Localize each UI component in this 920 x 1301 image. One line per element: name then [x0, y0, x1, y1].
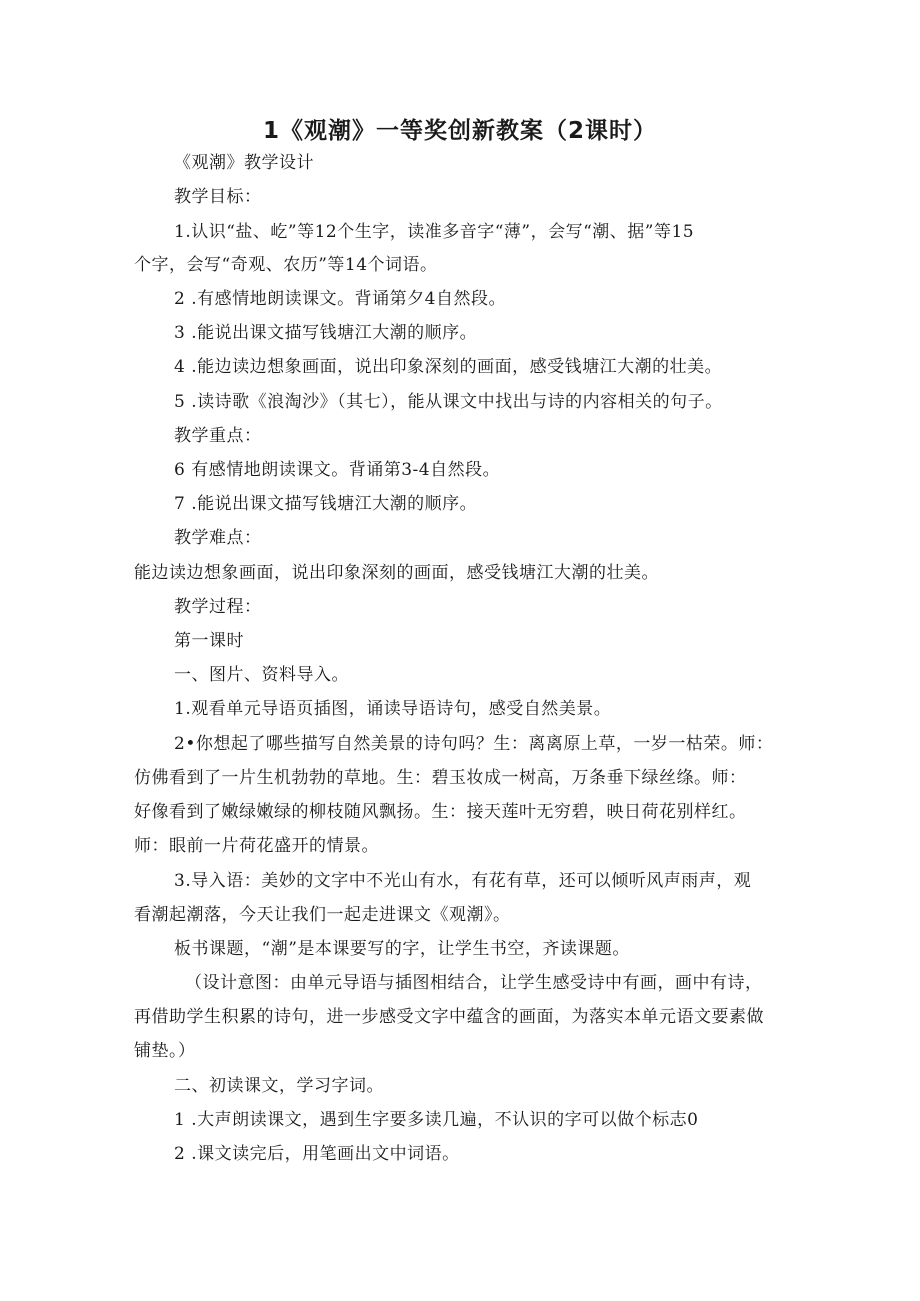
paragraph-line: 4 .能边读边想象画面，说出印象深刻的画面，感受钱塘江大潮的壮美。: [174, 357, 723, 377]
paragraph-line: 7 .能说出课文描写钱塘江大潮的顺序。: [174, 494, 478, 514]
paragraph-line: （设计意图：由单元导语与插图相结合，让学生感受诗中有画，画中有诗，: [185, 973, 763, 993]
section-heading: 教学重点：: [174, 426, 262, 446]
section-heading: 第一课时: [174, 631, 244, 651]
paragraph-line: 能边读边想象画面，说出印象深刻的画面，感受钱塘江大潮的壮美。: [134, 563, 659, 583]
page-title: 1《观潮》一等奖创新教案（2课时）: [262, 118, 657, 144]
section-heading: 教学目标：: [174, 187, 262, 207]
paragraph-line: 2 .有感情地朗读课文。背诵第夕4自然段。: [174, 289, 506, 309]
paragraph-line: 好像看到了嫩绿嫩绿的柳枝随风飘扬。生：接天莲叶无穷碧，映日荷花别样红。: [134, 802, 747, 822]
paragraph-line: 个字，会写“奇观、农历”等14个词语。: [134, 255, 438, 275]
paragraph-line: 板书课题，“潮”是本课要写的字，让学生书空，齐读课题。: [174, 939, 630, 959]
paragraph-line: 2 .课文读完后，用笔画出文中词语。: [174, 1144, 460, 1164]
paragraph-line: 铺垫。）: [134, 1041, 196, 1061]
section-heading: 教学过程：: [174, 597, 262, 617]
paragraph-line: 仿佛看到了一片生机勃勃的草地。生：碧玉妆成一树高，万条垂下绿丝绦。师：: [134, 768, 747, 788]
paragraph-line: 看潮起潮落，今天让我们一起走进课文《观潮》。: [134, 905, 511, 925]
paragraph-line: 1.观看单元导语页插图，诵读导语诗句，感受自然美景。: [174, 699, 612, 719]
paragraph-line: 1.认识“盐、屹”等12个生字，读准多音字“薄”，会写“潮、据”等15: [174, 222, 695, 242]
subtitle: 《观潮》教学设计: [174, 153, 314, 173]
paragraph-line: 3.导入语：美妙的文字中不光山有水，有花有草，还可以倾听风声雨声，观: [174, 871, 752, 891]
section-heading: 二、初读课文，学习字词。: [174, 1076, 384, 1096]
paragraph-line: 再借助学生积累的诗句，进一步感受文字中蕴含的画面，为落实本单元语文要素做: [134, 1007, 764, 1027]
section-heading: 教学难点：: [174, 528, 262, 548]
paragraph-line: 2•你想起了哪些描写自然美景的诗句吗？生：离离原上草，一岁一枯荣。师：: [174, 734, 774, 754]
section-heading: 一、图片、资料导入。: [174, 665, 349, 685]
paragraph-line: 6 有感情地朗读课文。背诵第3-4自然段。: [174, 460, 501, 480]
paragraph-line: 5 .读诗歌《浪淘沙》（其七），能从课文中找出与诗的内容相关的句子。: [174, 392, 723, 412]
paragraph-line: 1 .大声朗读课文，遇到生字要多读几遍，不认识的字可以做个标志0: [174, 1110, 699, 1130]
paragraph-line: 3 .能说出课文描写钱塘江大潮的顺序。: [174, 323, 478, 343]
paragraph-line: 师：眼前一片荷花盛开的情景。: [134, 836, 379, 856]
